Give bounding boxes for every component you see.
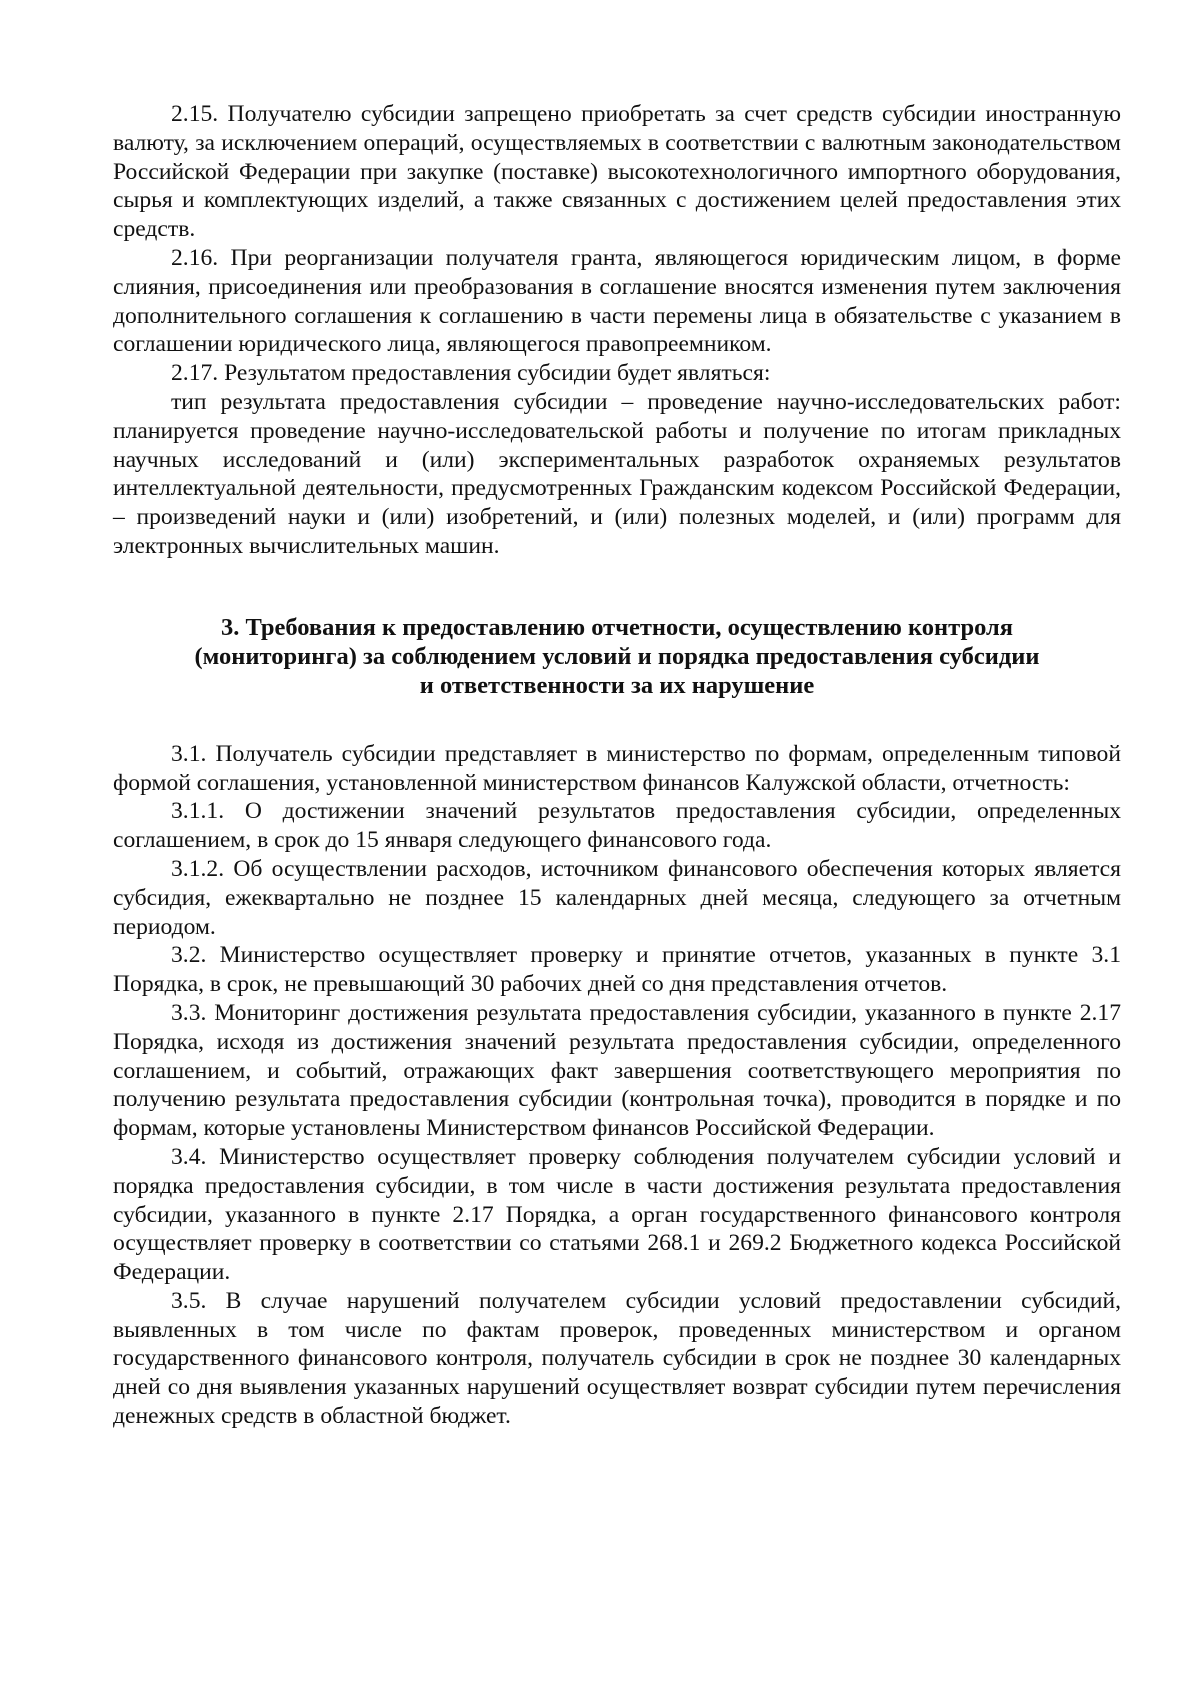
paragraph-3-4: 3.4. Министерство осуществляет проверку соблюдения получателем субсидии условий и порядка предоставления субсидии, в том числе в части достижения результата предоставления субсидии, указанного в пункте 2.17 Порядка, а орган государственного финансового контроля осуществляет проверку в соответствии со статьями 268.1 и 269.2 Бюджетного кодекса Российской Федерации. (113, 1143, 1121, 1286)
section-heading-line-3: и ответственности за их нарушение (419, 671, 815, 699)
paragraph-3-1-1: 3.1.1. О достижении значений результатов предоставления субсидии, определенных соглашением, в срок до 15 января следующего финансового года. (113, 798, 1121, 854)
paragraph-result-type: тип результата предоставления субсидии – проведение научно-исследовательских работ: планируется проведение научно-исследовательской работы и получение по итогам прикладных научных исследований и (или) экспериментальных разработок охраняемых результатов интеллектуальной деятельности, предусмотренных Гражданским кодексом Российской Федерации, – произведений науки и (или) изобретений, и (или) полезных моделей, и (или) программ для электронных вычислительных машин. (113, 388, 1121, 559)
paragraph-2-15: 2.15. Получателю субсидии запрещено приобретать за счет средств субсидии иностранную валюту, за исключением операций, осуществляемых в соответствии с валютным законодательством Российской Федерации при закупке (поставке) высокотехнологичного импортного оборудования, сырья и комплектующих изделий, а также связанных с достижением целей предоставления этих средств. (113, 101, 1121, 243)
paragraph-3-1: 3.1. Получатель субсидии представляет в министерство по формам, определенным типовой формой соглашения, установленной министерством финансов Калужской области, отчетность: (113, 740, 1121, 796)
section-3-heading (113, 613, 1121, 700)
paragraph-3-3: 3.3. Мониторинг достижения результата предоставления субсидии, указанного в пункте 2.17 Порядка, исходя из достижения значений результата предоставления субсидии, определенного соглашением, и событий, отражающих факт завершения соответствующего мероприятия по получению результата предоставления субсидии (контрольная точка), проводится в порядке и по формам, которые установлены Министерством финансов Российской Федерации. (113, 999, 1121, 1142)
document-page (113, 100, 1121, 1431)
section-heading-line-1: 3. Требования к предоставлению отчетности, осуществлению контроля (220, 613, 1014, 641)
paragraph-2-16: 2.16. При реорганизации получателя гранта, являющегося юридическим лицом, в форме слияния, присоединения или преобразования в соглашение вносятся изменения путем заключения дополнительного соглашения к соглашению в части перемены лица в обязательстве с указанием в соглашении юридического лица, являющегося правопреемником. (113, 244, 1121, 358)
section-heading-line-2: (мониторинга) за соблюдением условий и порядка предоставления субсидии (194, 642, 1040, 670)
paragraph-3-2: 3.2. Министерство осуществляет проверку и принятие отчетов, указанных в пункте 3.1 Порядка, в срок, не превышающий 30 рабочих дней со дня представления отчетов. (113, 942, 1121, 998)
paragraph-3-1-2: 3.1.2. Об осуществлении расходов, источником финансового обеспечения которых является субсидия, ежеквартально не позднее 15 календарных дней месяца, следующего за отчетным периодом. (113, 855, 1121, 940)
paragraph-3-5: 3.5. В случае нарушений получателем субсидии условий предоставлении субсидий, выявленных в том числе по фактам проверок, проведенных министерством и органом государственного финансового контроля, получатель субсидии в срок не позднее 30 календарных дней со дня выявления указанных нарушений осуществляет возврат субсидии путем перечисления денежных средств в областной бюджет. (113, 1287, 1121, 1430)
paragraph-2-17: 2.17. Результатом предоставления субсидии будет являться: (171, 360, 771, 387)
